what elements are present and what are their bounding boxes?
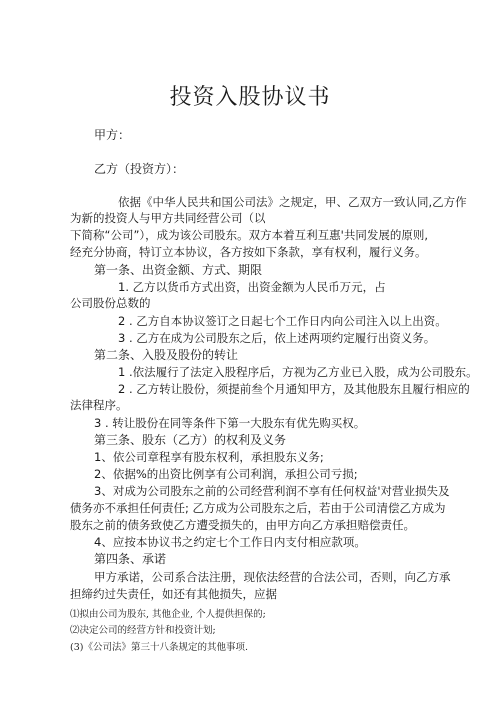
clause-line: 公司股份总数的 bbox=[70, 296, 151, 310]
section-heading: 第一条、出资金额、方式、期限 bbox=[94, 263, 263, 277]
footnote: (3)《公司法》第三十八条规定的其他事项. bbox=[70, 642, 248, 653]
clause-line: 甲方承诺，公司系合法注册，现依法经营的合法公司，否则，向乙方承 bbox=[94, 570, 451, 584]
clause-line: 担缔约过失责任，如还有其他损失，应据 bbox=[70, 587, 277, 601]
section-heading: 第三条、股东（乙方）的权利及义务 bbox=[94, 433, 287, 447]
intro-line: 为新的投资人与甲方共同经营公司（以 bbox=[70, 211, 266, 225]
clause-line: 4、应按本协议书之约定七个工作日内支付相应款项。 bbox=[94, 535, 366, 549]
intro-line: 依据《中华人民共和国公司法》之规定，甲、乙双方一致认同,乙方作 bbox=[118, 195, 467, 209]
clause-line: 2 . 乙方自本协议签订之日起七个工作日内向公司注入以上出资。 bbox=[118, 314, 447, 328]
clause-line: 3 . 乙方在成为公司股东之后，依上述两项约定履行出资义务。 bbox=[118, 331, 436, 345]
clause-line: 股东之前的债务致使乙方遭受损失的，由甲方向乙方承担赔偿责任。 bbox=[70, 518, 415, 532]
clause-line: 2 . 乙方转让股份，须提前叁个月通知甲方，及其他股东且履行相应的 bbox=[118, 382, 470, 396]
party-a-label: 甲方： bbox=[94, 128, 131, 142]
intro-line: 经充分协商，特订立本协议，各方按如下条款，享有权利，履行义务。 bbox=[70, 245, 427, 259]
clause-line: 2、依据%的出资比例享有公司利润，承担公司亏损; bbox=[94, 467, 358, 481]
clause-line: 1. 乙方以货币方式出资，出资金额为人民币万元，占 bbox=[118, 280, 386, 294]
clause-line: 3、对成为公司股东之前的公司经营利润不享有任何权益'对营业损失及 bbox=[94, 484, 450, 498]
section-heading: 第二条、入股及股份的转让 bbox=[94, 348, 239, 362]
clause-line: 债务亦不承担任何责任; 乙方成为公司股东之后，若由于公司清偿乙方成为 bbox=[70, 501, 446, 515]
intro-line: 下简称“公司”），成为该公司股东。双方本着互利互惠'共同发展的原则, bbox=[70, 228, 428, 242]
footnote: ⑵决定公司的经营方针和投资计划; bbox=[70, 625, 216, 636]
clause-line: 3 . 转让股份在同等条件下第一大股东有优先购买权。 bbox=[94, 416, 366, 430]
document-title: 投资入股协议书 bbox=[169, 85, 331, 110]
clause-line: 法律程序。 bbox=[70, 398, 128, 412]
footnote: ⑴拟由公司为股东, 其他企业, 个人提供担保的; bbox=[70, 609, 266, 620]
clause-line: 1 .依法履行了法定入股程序后，方视为乙方业已入股，成为公司股东。 bbox=[118, 365, 478, 379]
clause-line: 1、依公司章程享有股东权利，承担股东义务; bbox=[94, 450, 324, 464]
party-b-label: 乙方（投资方）： bbox=[94, 162, 185, 176]
section-heading: 第四条、承诺 bbox=[94, 552, 167, 566]
